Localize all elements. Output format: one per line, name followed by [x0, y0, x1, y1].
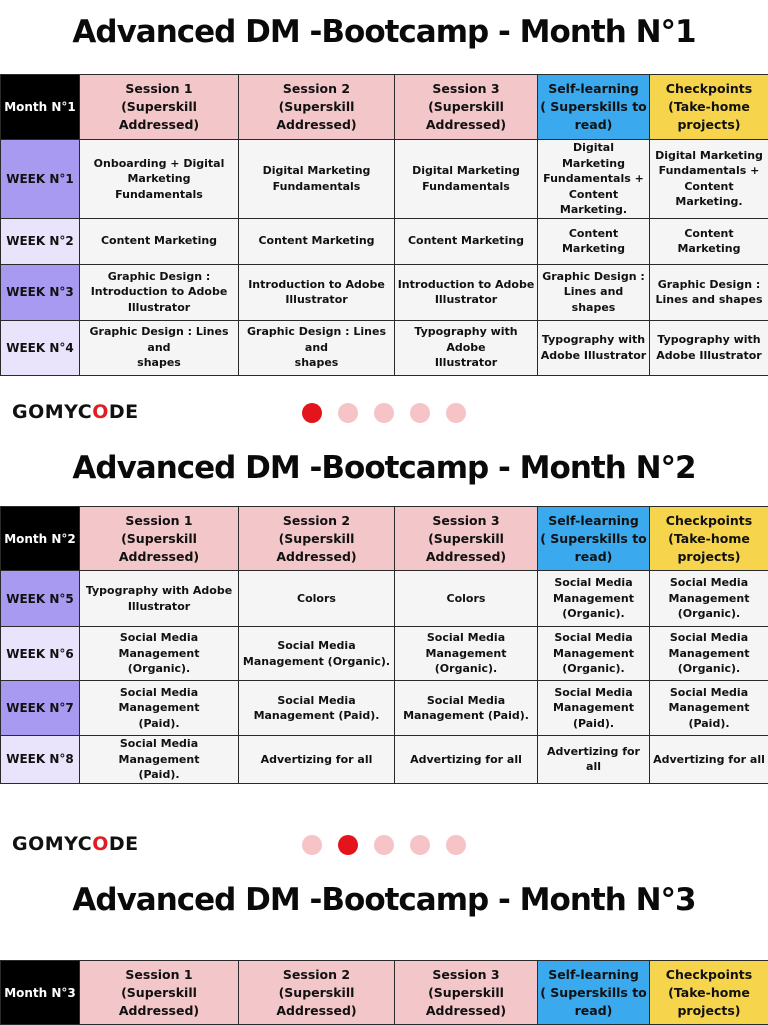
session-3-cell: Introduction to Adobe Illustrator [395, 264, 538, 320]
self-learning-cell: Social Media Management (Organic). [538, 571, 650, 627]
week-label: WEEK N°6 [1, 627, 80, 681]
month-1-table [0, 74, 768, 376]
session-1-cell: Social Media Management (Paid). [80, 681, 239, 736]
week-label: WEEK N°4 [1, 320, 80, 375]
page-indicator-1 [302, 403, 466, 423]
session-1-header: Session 1 (Superskill Addressed) [80, 507, 239, 571]
checkpoint-cell: Social Media Management (Organic). [650, 627, 768, 681]
checkpoint-cell: Content Marketing [650, 218, 768, 264]
checkpoint-cell: Advertizing for all [650, 736, 768, 784]
page-dot [410, 835, 430, 855]
session-2-header: Session 2 (Superskill Addressed) [239, 507, 395, 571]
session-3-cell: Content Marketing [395, 218, 538, 264]
session-3-cell: Typography with Adobe Illustrator [395, 320, 538, 375]
session-3-cell: Advertizing for all [395, 736, 538, 784]
session-1-cell: Content Marketing [80, 218, 239, 264]
session-1-cell: Typography with Adobe Illustrator [80, 571, 239, 627]
self-learning-cell: Graphic Design : Lines and shapes [538, 264, 650, 320]
session-2-header: Session 2 (Superskill Addressed) [239, 75, 395, 140]
page-dot [338, 403, 358, 423]
session-2-header: Session 2 (Superskill Addressed) [239, 961, 395, 1025]
week-label: WEEK N°3 [1, 264, 80, 320]
session-3-header: Session 3 (Superskill Addressed) [395, 961, 538, 1025]
table-row [1, 218, 768, 264]
checkpoint-cell: Typography with Adobe Illustrator [650, 320, 768, 375]
session-2-cell: Content Marketing [239, 218, 395, 264]
checkpoint-cell: Digital Marketing Fundamentals + Content Marketing. [650, 140, 768, 219]
session-1-cell: Graphic Design : Introduction to Adobe Illustrator [80, 264, 239, 320]
page-dot-active [302, 403, 322, 423]
page-dot [374, 835, 394, 855]
month-label: Month N°1 [1, 75, 80, 140]
session-3-header: Session 3 (Superskill Addressed) [395, 507, 538, 571]
table-row [1, 627, 768, 681]
self-learning-cell: Social Media Management (Paid). [538, 681, 650, 736]
page-dot [446, 835, 466, 855]
session-2-cell: Social Media Management (Paid). [239, 681, 395, 736]
week-label: WEEK N°2 [1, 218, 80, 264]
checkpoint-cell: Social Media Management (Paid). [650, 681, 768, 736]
self-learning-header: Self-learning ( Superskills to read) [538, 507, 650, 571]
table-row [1, 571, 768, 627]
header-row [1, 507, 768, 571]
session-2-cell: Graphic Design : Lines and shapes [239, 320, 395, 375]
session-2-cell: Colors [239, 571, 395, 627]
checkpoint-cell: Social Media Management (Organic). [650, 571, 768, 627]
session-1-cell: Graphic Design : Lines and shapes [80, 320, 239, 375]
week-label: WEEK N°1 [1, 140, 80, 219]
self-learning-cell: Advertizing for all [538, 736, 650, 784]
table-row [1, 320, 768, 375]
page-dot [302, 835, 322, 855]
session-2-cell: Introduction to Adobe Illustrator [239, 264, 395, 320]
session-3-cell: Social Media Management (Organic). [395, 627, 538, 681]
session-2-cell: Social Media Management (Organic). [239, 627, 395, 681]
table-row [1, 264, 768, 320]
month-2-table [0, 506, 768, 784]
session-1-cell: Onboarding + Digital Marketing Fundamentals [80, 140, 239, 219]
page-dot [446, 403, 466, 423]
checkpoints-header: Checkpoints (Take-home projects) [650, 507, 768, 571]
page-dot-active [338, 835, 358, 855]
checkpoints-header: Checkpoints (Take-home projects) [650, 961, 768, 1025]
session-1-cell: Social Media Management (Paid). [80, 736, 239, 784]
header-row [1, 75, 768, 140]
page-dot [410, 403, 430, 423]
session-1-header: Session 1 (Superskill Addressed) [80, 75, 239, 140]
checkpoint-cell: Graphic Design : Lines and shapes [650, 264, 768, 320]
month-label: Month N°2 [1, 507, 80, 571]
session-3-cell: Colors [395, 571, 538, 627]
session-1-cell: Social Media Management (Organic). [80, 627, 239, 681]
session-3-header: Session 3 (Superskill Addressed) [395, 75, 538, 140]
table-row [1, 140, 768, 219]
session-2-cell: Digital Marketing Fundamentals [239, 140, 395, 219]
page-indicator-2 [302, 835, 466, 855]
self-learning-cell: Typography with Adobe Illustrator [538, 320, 650, 375]
week-label: WEEK N°5 [1, 571, 80, 627]
week-label: WEEK N°8 [1, 736, 80, 784]
month-3-table [0, 960, 768, 1025]
session-2-cell: Advertizing for all [239, 736, 395, 784]
month-3-title: Advanced DM -Bootcamp - Month N°3 [0, 882, 768, 918]
session-1-header: Session 1 (Superskill Addressed) [80, 961, 239, 1025]
self-learning-header: Self-learning ( Superskills to read) [538, 961, 650, 1025]
gomycode-logo: GOMYCODE [12, 833, 139, 855]
week-label: WEEK N°7 [1, 681, 80, 736]
session-3-cell: Social Media Management (Paid). [395, 681, 538, 736]
gomycode-logo: GOMYCODE [12, 401, 139, 423]
table-row [1, 736, 768, 784]
table-row [1, 681, 768, 736]
month-2-title: Advanced DM -Bootcamp - Month N°2 [0, 450, 768, 486]
month-label: Month N°3 [1, 961, 80, 1025]
self-learning-header: Self-learning ( Superskills to read) [538, 75, 650, 140]
page-dot [374, 403, 394, 423]
header-row [1, 961, 768, 1025]
month-1-title: Advanced DM -Bootcamp - Month N°1 [0, 14, 768, 50]
checkpoints-header: Checkpoints (Take-home projects) [650, 75, 768, 140]
session-3-cell: Digital Marketing Fundamentals [395, 140, 538, 219]
self-learning-cell: Content Marketing [538, 218, 650, 264]
self-learning-cell: Social Media Management (Organic). [538, 627, 650, 681]
self-learning-cell: Digital Marketing Fundamentals + Content Marketing. [538, 140, 650, 219]
